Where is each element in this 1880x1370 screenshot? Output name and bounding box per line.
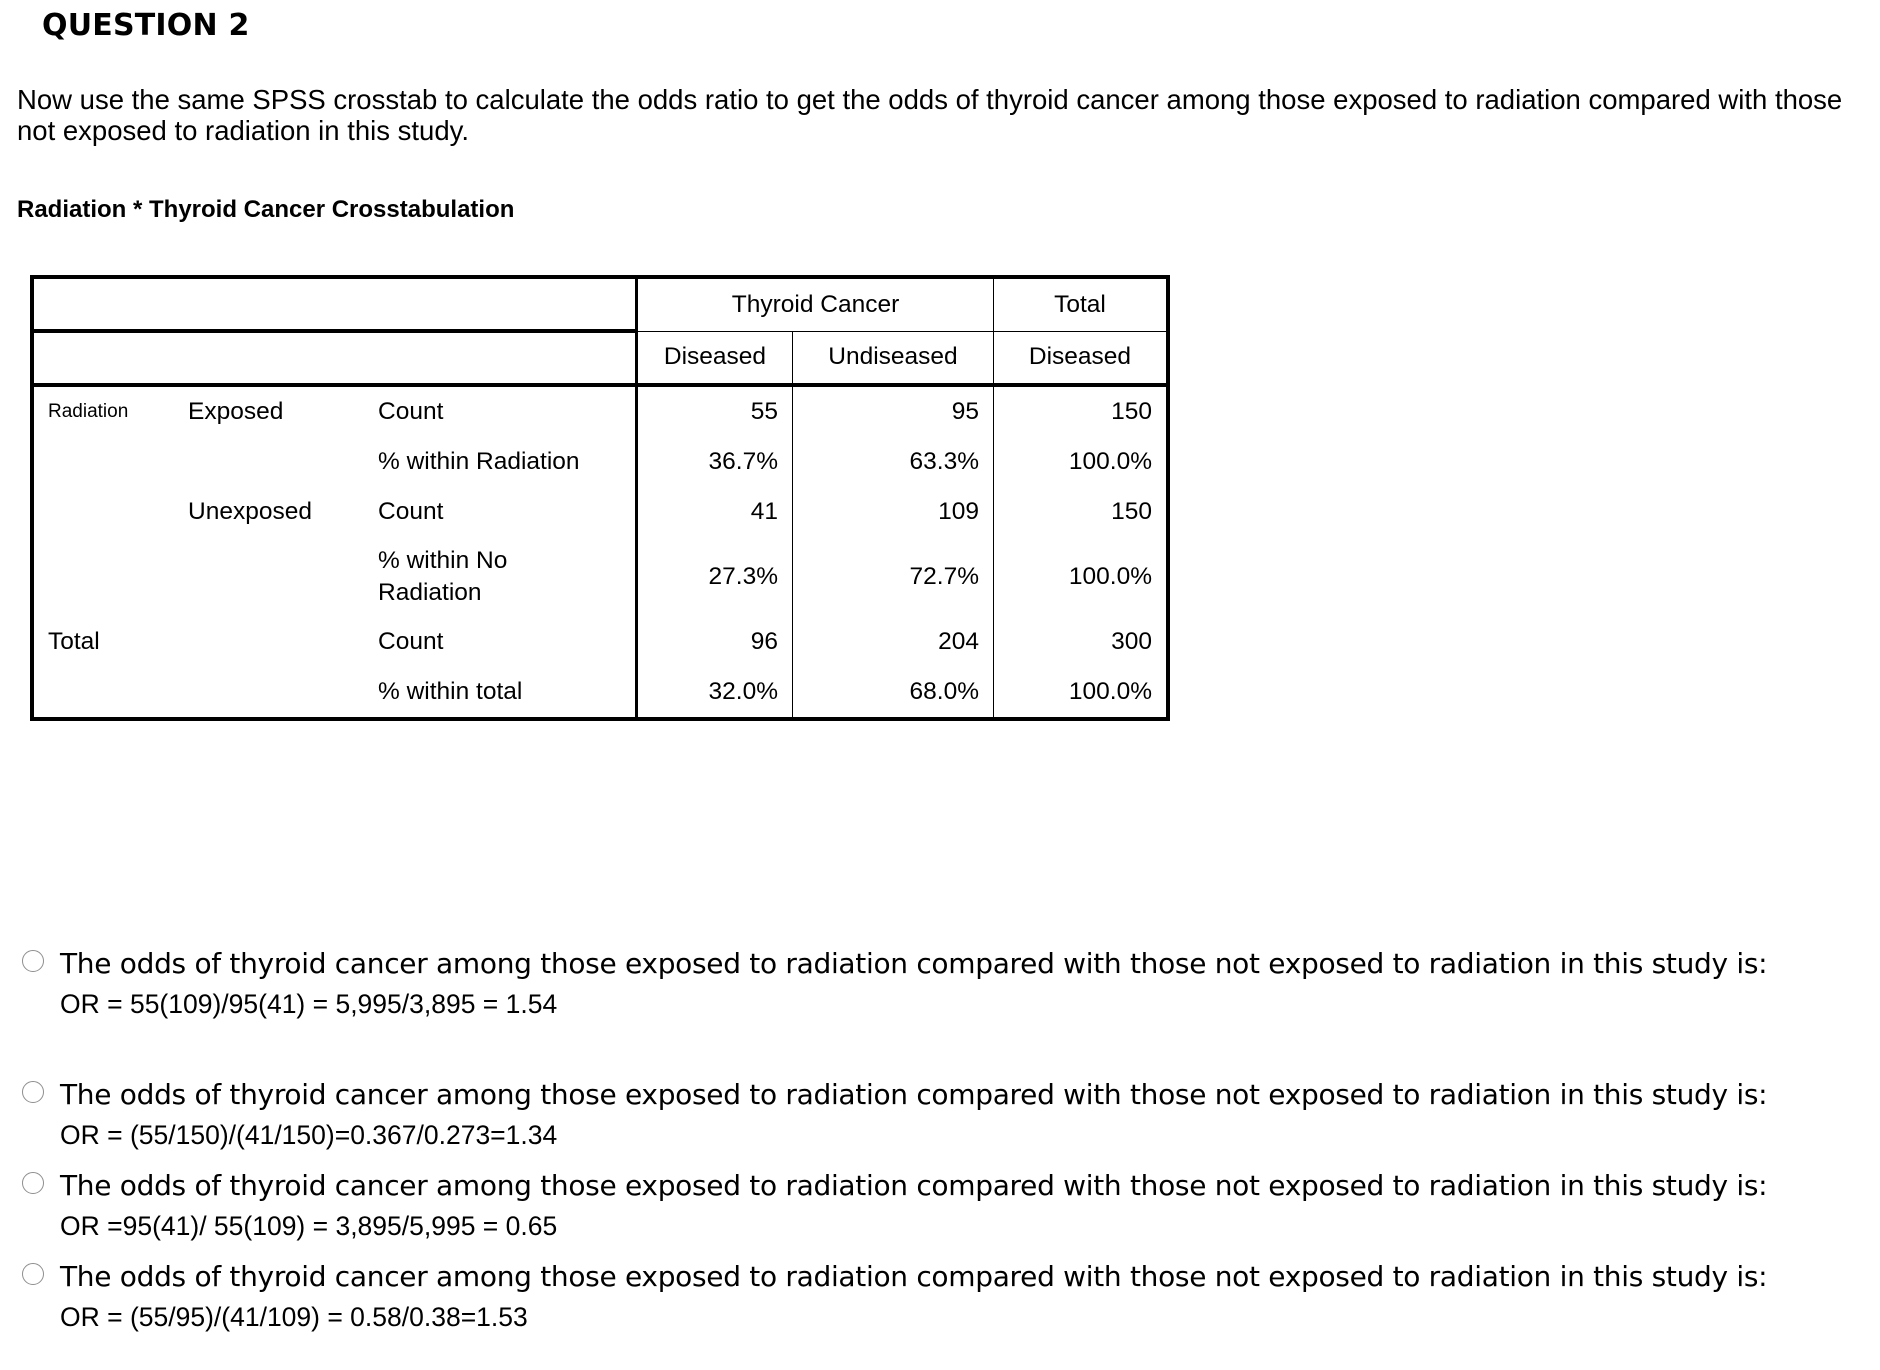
group-label: Unexposed xyxy=(188,498,312,525)
crosstab-table xyxy=(30,275,1170,721)
option-text: The odds of thyroid cancer among those exposed to radiation compared with those not exposed to radiation in this study is: xyxy=(60,947,1768,980)
table-row xyxy=(32,487,1168,537)
radio-button-1[interactable] xyxy=(22,950,44,972)
group-label: Exposed xyxy=(188,398,284,425)
cell-diseased: 32.0% xyxy=(637,667,793,719)
header-row-2 xyxy=(32,331,1168,385)
option-formula: OR =95(41)/ 55(109) = 3,895/5,995 = 0.65 xyxy=(60,1211,558,1241)
option-text: The odds of thyroid cancer among those exposed to radiation compared with those not exposed to radiation in this study is: xyxy=(60,1169,1768,1202)
stat-label: Count xyxy=(378,398,444,425)
stat-label: % within Radiation xyxy=(378,448,580,475)
header-total: Total xyxy=(994,277,1169,331)
stat-label-line: % within No xyxy=(378,547,508,574)
stat-label: Count xyxy=(378,498,444,525)
cell-diseased: 41 xyxy=(637,487,793,537)
radio-button-2[interactable] xyxy=(22,1081,44,1103)
radio-button-4[interactable] xyxy=(22,1263,44,1285)
cell-undiseased: 68.0% xyxy=(793,667,994,719)
question-prompt: Now use the same SPSS crosstab to calculate the odds ratio to get the odds of thyroid cancer among those exposed to radiation compared with those not exposed to radiation in this study. xyxy=(17,84,1843,146)
cell-total: 150 xyxy=(994,385,1169,437)
option-formula: OR = 55(109)/95(41) = 5,995/3,895 = 1.54 xyxy=(60,989,558,1019)
header-row-1 xyxy=(32,277,1168,331)
table-row xyxy=(32,617,1168,667)
cell-undiseased: 72.7% xyxy=(793,537,994,617)
radiation-label: Radiation xyxy=(48,401,129,422)
option-formula: OR = (55/95)/(41/109) = 0.58/0.38=1.53 xyxy=(60,1302,528,1332)
radio-button-3[interactable] xyxy=(22,1172,44,1194)
stat-label: % within total xyxy=(378,678,523,705)
header-undiseased: Undiseased xyxy=(793,331,994,385)
header-total-diseased: Diseased xyxy=(994,331,1169,385)
stat-label: Count xyxy=(378,628,444,655)
cell-undiseased: 95 xyxy=(793,385,994,437)
header-thyroid-cancer: Thyroid Cancer xyxy=(637,277,994,331)
total-label: Total xyxy=(48,628,100,655)
cell-undiseased: 109 xyxy=(793,487,994,537)
table-row xyxy=(32,437,1168,487)
question-title: QUESTION 2 xyxy=(42,8,250,43)
option-text: The odds of thyroid cancer among those exposed to radiation compared with those not exposed to radiation in this study is: xyxy=(60,1078,1768,1111)
table-row xyxy=(32,537,1168,617)
header-diseased: Diseased xyxy=(637,331,793,385)
option-formula: OR = (55/150)/(41/150)=0.367/0.273=1.34 xyxy=(60,1120,558,1150)
cell-diseased: 96 xyxy=(637,617,793,667)
cell-diseased: 55 xyxy=(637,385,793,437)
stat-label-line: Radiation xyxy=(378,579,482,606)
cell-total: 300 xyxy=(994,617,1169,667)
table-caption: Radiation * Thyroid Cancer Crosstabulation xyxy=(17,196,515,223)
cell-diseased: 27.3% xyxy=(637,537,793,617)
option-text: The odds of thyroid cancer among those exposed to radiation compared with those not exposed to radiation in this study is: xyxy=(60,1260,1768,1293)
table-row xyxy=(32,385,1168,437)
table-row xyxy=(32,667,1168,719)
cell-total: 100.0% xyxy=(994,437,1169,487)
cell-undiseased: 63.3% xyxy=(793,437,994,487)
cell-total: 100.0% xyxy=(994,537,1169,617)
cell-undiseased: 204 xyxy=(793,617,994,667)
stat-label xyxy=(378,537,637,617)
cell-total: 150 xyxy=(994,487,1169,537)
cell-total: 100.0% xyxy=(994,667,1169,719)
cell-diseased: 36.7% xyxy=(637,437,793,487)
